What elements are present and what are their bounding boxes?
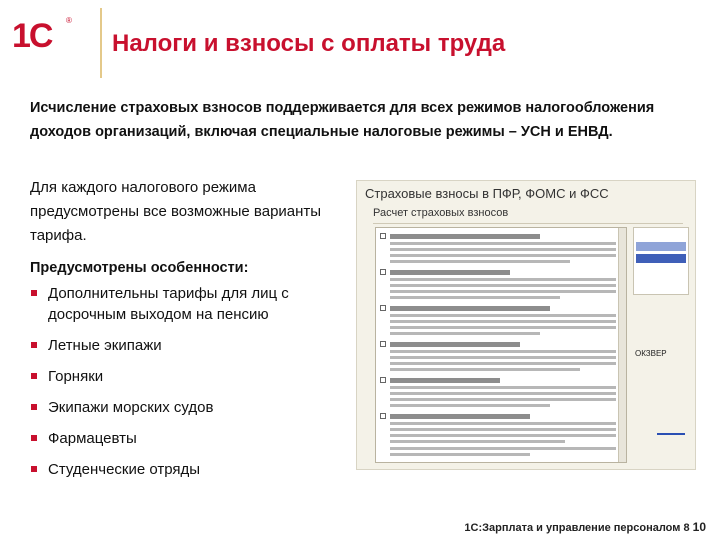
bullet-icon	[31, 466, 37, 472]
side-link[interactable]	[657, 433, 685, 435]
option-checkbox[interactable]	[380, 233, 386, 239]
option-group[interactable]	[380, 268, 616, 299]
feature-item	[30, 283, 350, 325]
feature-item	[30, 335, 350, 356]
side-list[interactable]	[633, 227, 689, 295]
screenshot-subtitle: Расчет страховых взносов	[373, 207, 509, 219]
insurance-settings-screenshot	[356, 180, 696, 470]
option-group[interactable]	[380, 444, 616, 456]
option-checkbox[interactable]	[380, 377, 386, 383]
feature-item	[30, 428, 350, 449]
footer	[464, 520, 706, 534]
option-group[interactable]	[380, 340, 616, 371]
option-checkbox[interactable]	[380, 269, 386, 275]
side-list-row[interactable]	[636, 242, 686, 251]
registered-mark: ®	[66, 16, 72, 25]
features-title: Предусмотрены особенности:	[30, 260, 249, 276]
logo-mark: 1С	[12, 17, 52, 55]
bullet-icon	[31, 373, 37, 379]
option-group[interactable]	[380, 376, 616, 407]
feature-label: Студенческие отряды	[48, 461, 201, 478]
tariff-note: Для каждого налогового режима предусмотрены все возможные варианты тарифа.	[30, 179, 322, 244]
option-checkbox[interactable]	[380, 341, 386, 347]
features-list	[30, 283, 350, 490]
option-group[interactable]	[380, 232, 616, 263]
feature-label: Фармацевты	[48, 430, 137, 447]
option-group[interactable]	[380, 304, 616, 335]
feature-item	[30, 397, 350, 418]
bullet-icon	[31, 290, 37, 296]
option-checkbox[interactable]	[380, 305, 386, 311]
options-list[interactable]	[375, 227, 627, 463]
feature-label: Дополнительны тарифы для лиц с досрочным выходом на пенсию	[48, 285, 289, 323]
option-group[interactable]	[380, 412, 616, 443]
screenshot-title: Страховые взносы в ПФР, ФОМС и ФСС	[365, 186, 609, 201]
feature-item	[30, 366, 350, 387]
bullet-icon	[31, 404, 37, 410]
page-number: 10	[692, 520, 706, 534]
page-title: Налоги и взносы с оплаты труда	[112, 30, 506, 57]
side-list-row-selected[interactable]	[636, 254, 686, 263]
bullet-icon	[31, 435, 37, 441]
feature-label: Летные экипажи	[48, 337, 162, 354]
footer-product: 1С:Зарплата и управление персоналом 8	[464, 522, 690, 534]
feature-label: Горняки	[48, 368, 104, 385]
side-label: ОКЗВЕР	[635, 349, 667, 358]
subtitle-underline	[373, 223, 683, 224]
header-divider	[100, 8, 102, 78]
bullet-icon	[31, 342, 37, 348]
logo-1c	[12, 16, 82, 56]
feature-item	[30, 459, 350, 480]
list-scrollbar[interactable]	[618, 228, 626, 462]
intro-text: Исчисление страховых взносов поддерживается для всех режимов налогообложения доходов организаций, включая специальные налоговые режимы – УСН и ЕНВД.	[30, 100, 655, 140]
option-checkbox[interactable]	[380, 413, 386, 419]
feature-label: Экипажи морских судов	[48, 399, 214, 416]
